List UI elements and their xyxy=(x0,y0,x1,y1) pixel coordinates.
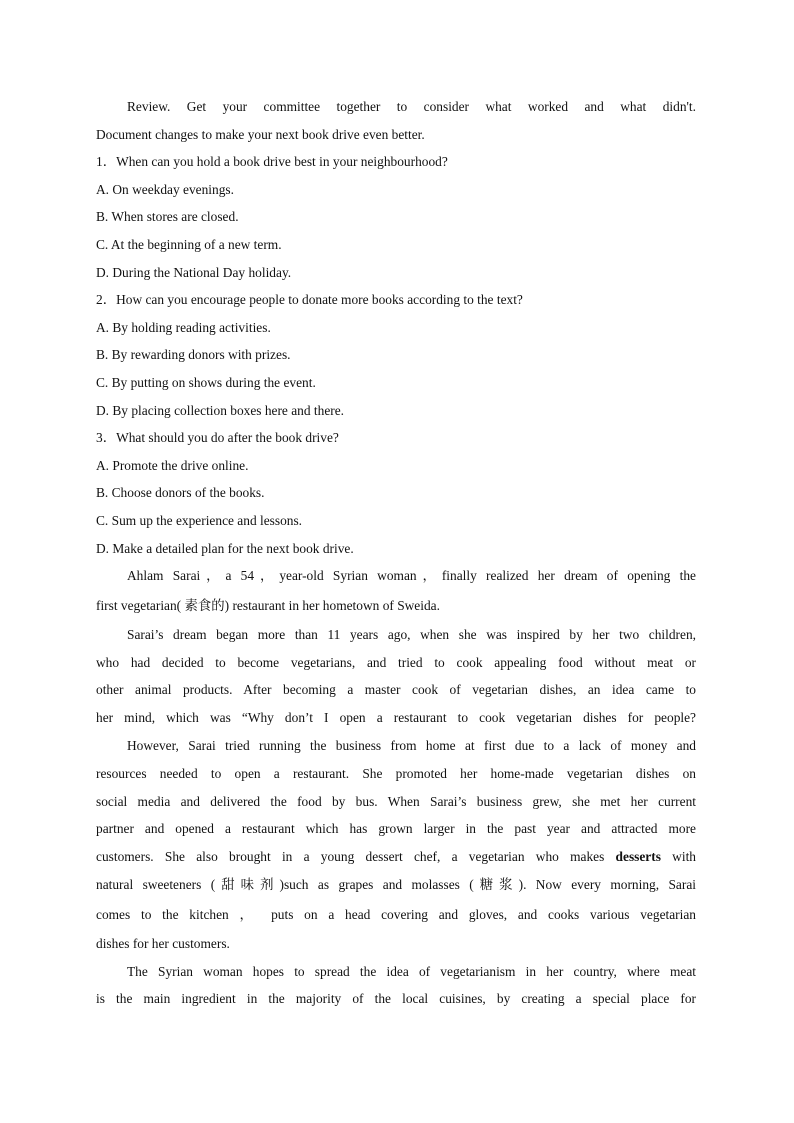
question-1-option-d: D. During the National Day holiday. xyxy=(96,264,292,280)
review-line-1: Review. Get your committee together to consider what worked and what didn't. xyxy=(127,99,696,114)
question-1-option-b: B. When stores are closed. xyxy=(96,209,239,225)
question-2-option-a: A. By holding reading activities. xyxy=(96,319,271,335)
passage-p4-line-1: The Syrian woman hopes to spread the idea of vegetarianism in her country, where meat xyxy=(127,963,696,979)
passage-p3-line-4: partner and opened a restaurant which has grown larger in the past year and attracted more xyxy=(96,821,696,837)
passage-p2-line-4: her mind, which was “Why don’t I open a restaurant to cook vegetarian dishes for people? xyxy=(96,710,696,726)
review-line-2: Document changes to make your next book drive even better. xyxy=(96,126,425,142)
passage-p1-line-1: Ahlam Sarai，a 54，year-old Syrian woman，finally realized her dream of opening the xyxy=(127,568,696,584)
passage-p3-line-5-text: customers. She also brought in a young dessert chef, a vegetarian who makes xyxy=(96,849,605,865)
question-2-option-d: D. By placing collection boxes here and there. xyxy=(96,402,345,418)
question-3-stem: 3．What should you do after the book drive? xyxy=(96,430,339,446)
passage-p3-line-7: comes to the kitchen ， puts on a head covering and gloves, and cooks various vegetarian xyxy=(96,906,696,922)
passage-p2-line-3: other animal products. After becoming a master cook of vegetarian dishes, an idea came to xyxy=(96,682,696,698)
question-3-option-b: B. Choose donors of the books. xyxy=(96,485,265,501)
question-1-stem: 1．When can you hold a book drive best in your neighbourhood? xyxy=(96,154,448,170)
passage xyxy=(96,562,696,1013)
passage-p3-line-5-tail: with xyxy=(672,849,696,865)
passage-p4-line-2: is the main ingredient in the majority of the local cuisines, by creating a special place for xyxy=(96,991,696,1007)
passage-p3-line-5 xyxy=(96,843,696,871)
question-2-option-b: B. By rewarding donors with prizes. xyxy=(96,347,291,363)
question-3-option-a: A. Promote the drive online. xyxy=(96,457,249,473)
passage-p3-line-8: dishes for her customers. xyxy=(96,935,230,951)
question-2-stem: 2．How can you encourage people to donate more books according to the text? xyxy=(96,292,523,308)
passage-p3-line-1: However, Sarai tried running the business from home at first due to a lack of money and xyxy=(127,738,696,754)
question-3-option-c: C. Sum up the experience and lessons. xyxy=(96,512,303,528)
passage-p2-line-2: who had decided to become vegetarians, and tried to cook appealing food without meat or xyxy=(96,654,696,670)
passage-p3-line-6: natural sweeteners (甜味剂)such as grapes and molasses (糖浆). Now every morning, Sarai xyxy=(96,877,696,893)
question-1-option-a: A. On weekday evenings. xyxy=(96,181,234,197)
question-1-option-c: C. At the beginning of a new term. xyxy=(96,236,282,252)
passage-p1-line-2: first vegetarian( 素食的) restaurant in her hometown of Sweida. xyxy=(96,597,440,613)
passage-bold-word: desserts xyxy=(615,849,661,865)
question-3-option-d: D. Make a detailed plan for the next book drive. xyxy=(96,540,354,556)
passage-p2-line-1: Sarai’s dream began more than 11 years ago, when she was inspired by her two children, xyxy=(127,626,696,642)
passage-p3-line-3: social media and delivered the food by bus. When Sarai’s business grew, she met her current xyxy=(96,793,696,809)
document-page xyxy=(96,93,696,1013)
passage-p3-line-2: resources needed to open a restaurant. She promoted her home-made vegetarian dishes on xyxy=(96,765,696,781)
question-2-option-c: C. By putting on shows during the event. xyxy=(96,374,316,390)
